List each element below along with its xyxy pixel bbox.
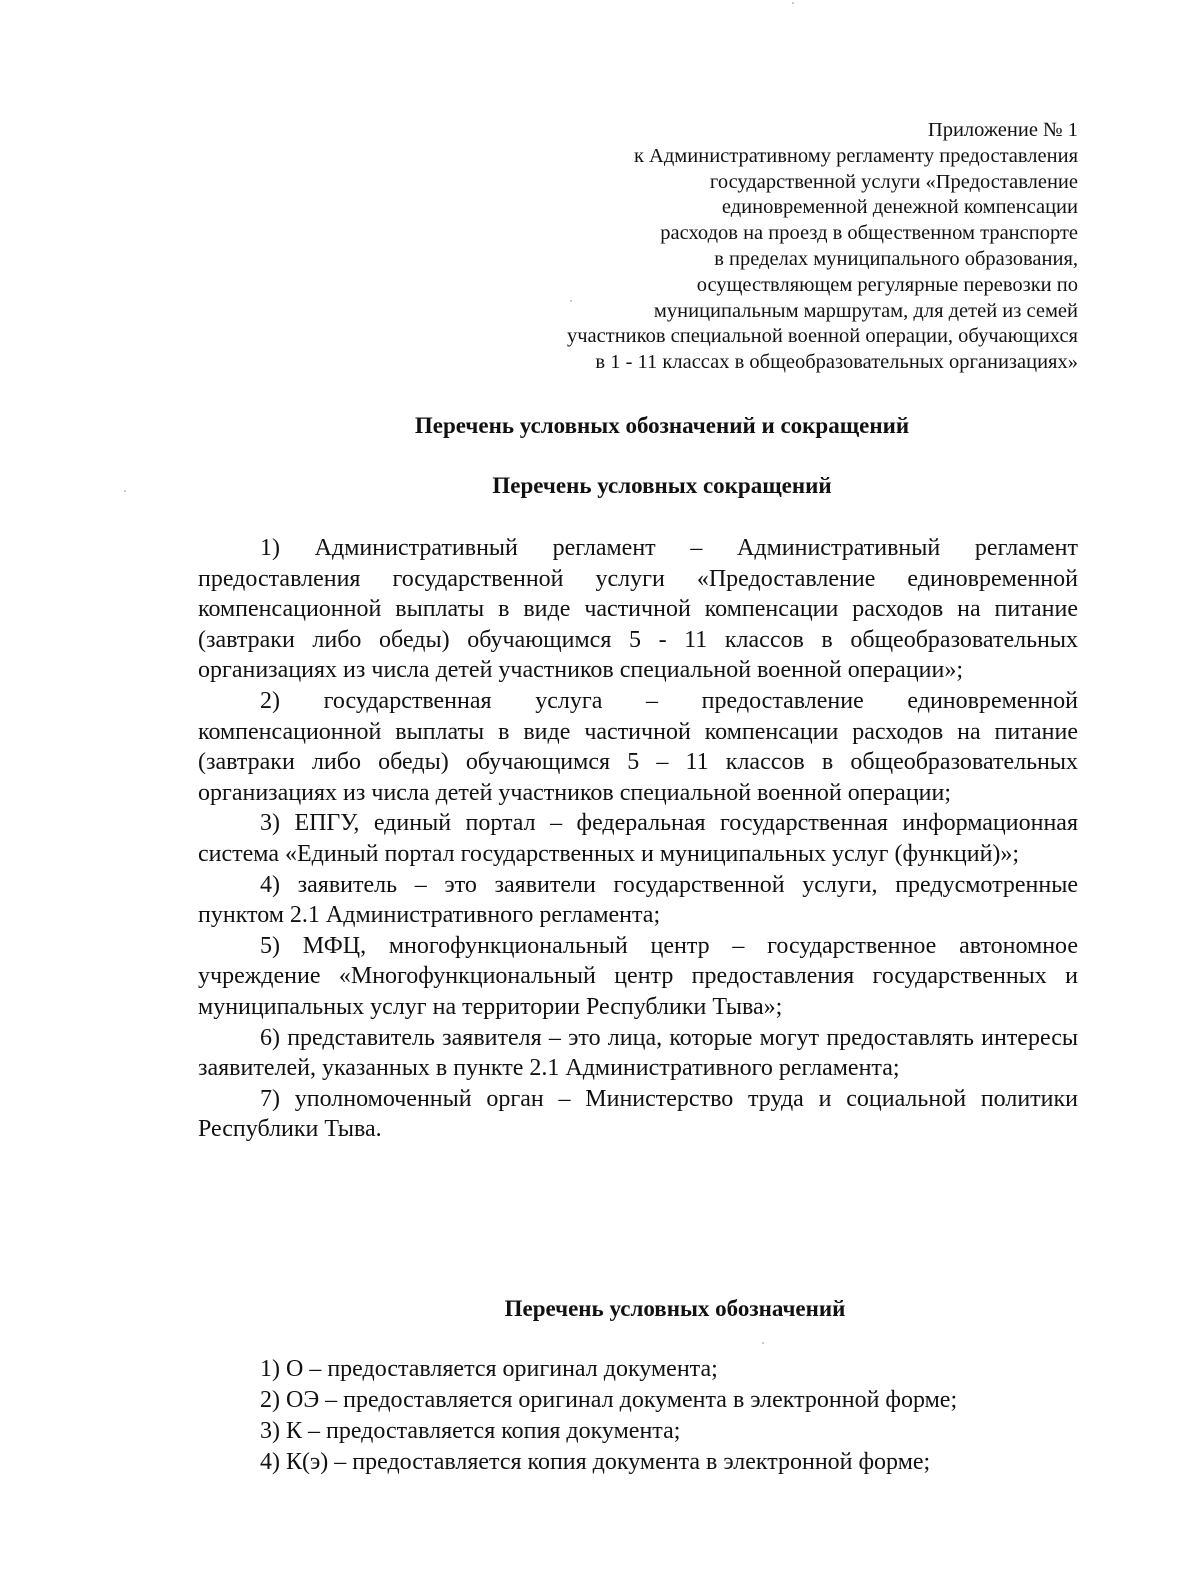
list-item: 5) МФЦ, многофункциональный центр – государственное автономное учреждение «Многофункциональный центр предоставления государственных и муниципальных услуг на территории Республики Тыва»; — [198, 932, 1078, 1020]
header-line: муниципальным маршрутам, для детей из семей — [653, 299, 1078, 322]
header-line: единовременной денежной компенсации — [721, 196, 1078, 219]
scan-speck — [570, 300, 572, 302]
header-line: государственной услуги «Предоставление — [709, 170, 1078, 193]
list-item: 3) ЕПГУ, единый портал – федеральная государственная информационная система «Единый портал государственных и муниципальных услуг (функций)»; — [198, 810, 1078, 867]
appendix-header — [438, 118, 1078, 376]
symbols-list — [260, 1354, 1080, 1478]
list-item: 4) заявитель – это заявители государственной услуги, предусмотренные пунктом 2.1 Административного регламента; — [198, 871, 1078, 929]
header-line: осуществляющем регулярные перевозки по — [696, 273, 1078, 296]
list-item: 3) К – предоставляется копия документа; — [260, 1418, 681, 1444]
abbreviations-title: Перечень условных сокращений — [492, 473, 832, 498]
symbols-title: Перечень условных обозначений — [504, 1296, 846, 1321]
main-title: Перечень условных обозначений и сокращений — [414, 413, 910, 438]
scan-speck — [762, 1342, 764, 1344]
header-line: Приложение № 1 — [927, 119, 1078, 141]
list-item: 1) Административный регламент – Административный регламент предоставления государственной услуги «Предоставление единовременной компенсационной выплаты в виде частичной компенсации расходов на питание (завтраки либо обеды) обучающимся 5 - 11 классов в общеобразовательных организациях из числа детей участников специальной военной операции»; — [198, 535, 1078, 684]
scan-speck — [124, 490, 126, 492]
list-item: 6) представитель заявителя – это лица, которые могут предоставлять интересы заявителей, указанных в пункте 2.1 Административного регламента; — [198, 1024, 1078, 1082]
scan-speck — [792, 2, 794, 4]
list-item: 1) О – предоставляется оригинал документа; — [260, 1356, 718, 1382]
header-line: в пределах муниципального образования, — [714, 247, 1078, 270]
list-item: 7) уполномоченный орган – Министерство труда и социальной политики Республики Тыва. — [198, 1085, 1078, 1143]
header-line: расходов на проезд в общественном транспорте — [660, 222, 1078, 245]
list-item: 2) государственная услуга – предоставление единовременной компенсационной выплаты в виде частичной компенсации расходов на питание (завтраки либо обеды) обучающимся 5 – 11 классов в общеобразовательных организациях из числа детей участников специальной военной операции; — [198, 687, 1078, 806]
header-line: в 1 - 11 классах в общеобразовательных организациях» — [595, 351, 1078, 374]
list-item: 2) ОЭ – предоставляется оригинал документа в электронной форме; — [260, 1387, 958, 1413]
header-line: к Административному регламенту предоставления — [633, 144, 1078, 167]
list-item: 4) К(э) – предоставляется копия документа в электронной форме; — [260, 1449, 931, 1475]
abbreviations-list — [198, 533, 1078, 1145]
header-line: участников специальной военной операции, обучающихся — [567, 325, 1078, 348]
